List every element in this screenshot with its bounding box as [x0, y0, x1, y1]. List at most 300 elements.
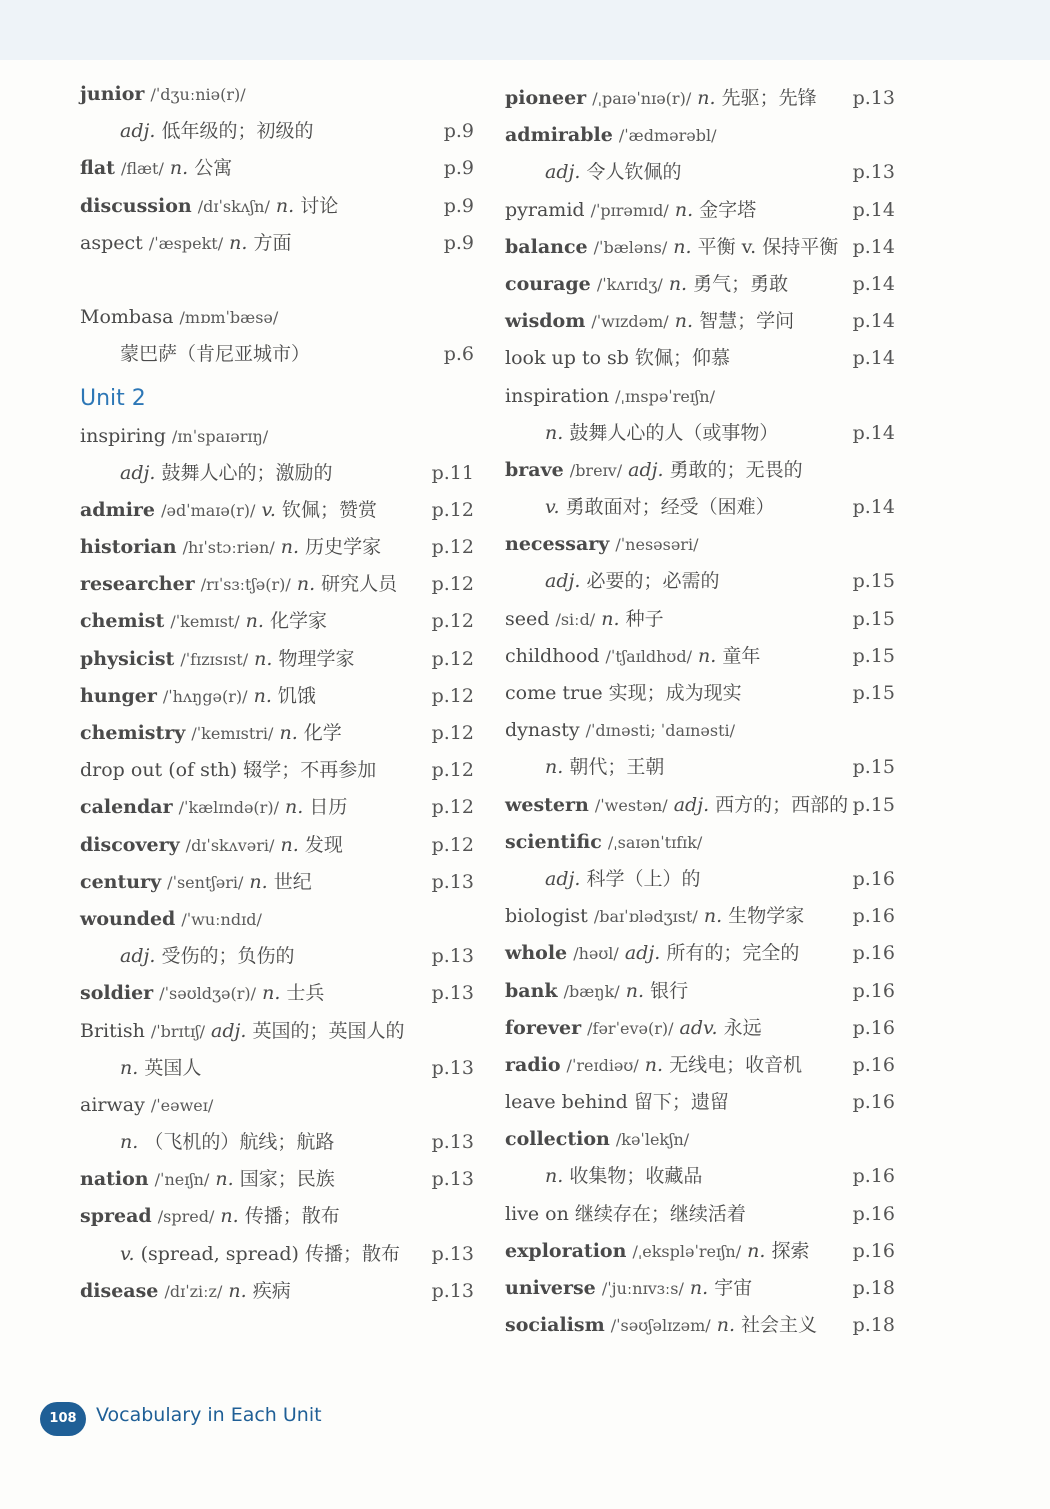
entry-text	[505, 347, 730, 369]
headword: look up to sb	[505, 347, 629, 370]
vocab-entry	[80, 418, 480, 455]
vocab-subline	[80, 1050, 480, 1087]
vocab-subline	[80, 455, 480, 492]
headword: flat	[80, 157, 115, 180]
part-of-speech: n.	[254, 647, 273, 670]
vocab-column-right	[505, 80, 905, 1344]
entry-text	[80, 945, 294, 967]
page-reference: p.13	[852, 87, 895, 109]
part-of-speech: n.	[215, 1168, 234, 1191]
definition: 实现；成为现实	[608, 682, 742, 704]
entry-text	[505, 422, 778, 444]
part-of-speech: v.	[120, 1242, 135, 1265]
vocab-entry	[80, 1013, 480, 1050]
page-reference: p.9	[443, 120, 474, 143]
page-reference: p.16	[852, 867, 895, 890]
page-reference: p.13	[431, 1131, 474, 1154]
definition: 物理学家	[278, 647, 355, 670]
page-reference: p.15	[852, 756, 895, 779]
entry-text	[80, 1020, 404, 1042]
phonetic: /ˌpaɪəˈnɪə(r)/	[592, 89, 692, 108]
page-reference: p.9	[443, 157, 474, 180]
definition: 方面	[253, 231, 292, 254]
vocab-entry	[505, 1233, 905, 1270]
entry-text	[80, 1280, 291, 1302]
headword: historian	[80, 536, 177, 559]
part-of-speech: n.	[689, 1277, 709, 1299]
page-reference: p.18	[852, 1277, 895, 1299]
part-of-speech: v.	[261, 498, 276, 521]
entry-text	[80, 232, 291, 254]
unit-heading-row	[80, 374, 480, 418]
part-of-speech: n.	[253, 684, 272, 707]
vocab-column-left	[80, 76, 480, 1310]
phonetic: /həʊl/	[573, 944, 619, 964]
vocab-entry	[505, 378, 905, 415]
vocab-entry	[80, 566, 480, 603]
definition: 钦佩；仰慕	[635, 347, 731, 370]
part-of-speech: n.	[625, 979, 645, 1002]
vocab-entry	[505, 340, 905, 377]
page-reference: p.12	[431, 833, 474, 856]
headword: pioneer	[505, 87, 587, 109]
page-reference: p.12	[431, 647, 474, 670]
vocab-entry	[505, 601, 905, 638]
headword: courage	[505, 272, 591, 295]
phonetic: /ˈhʌŋgə(r)/	[162, 686, 248, 706]
entry-text	[80, 1205, 340, 1227]
page-reference: p.9	[443, 194, 474, 217]
vocab-entry	[505, 712, 905, 749]
definition: 讨论	[300, 194, 339, 217]
definition: 探索	[771, 1239, 810, 1262]
vocab-entry	[505, 973, 905, 1010]
phonetic: /ədˈmaɪə(r)/	[161, 500, 256, 520]
entry-text	[80, 343, 310, 365]
part-of-speech: n.	[673, 235, 692, 258]
definition: 英国人	[144, 1056, 202, 1079]
vocab-entry	[80, 752, 480, 789]
headword: admirable	[505, 124, 613, 147]
phonetic: /ˈbrɪtɪʃ/	[150, 1021, 205, 1041]
page-reference: p.16	[852, 1091, 895, 1114]
definition: 种子	[625, 607, 664, 630]
entry-text	[505, 1017, 762, 1039]
part-of-speech: n.	[285, 796, 304, 819]
definition: 日历	[309, 796, 348, 819]
entry-text	[80, 1168, 335, 1190]
vocab-entry	[505, 1010, 905, 1047]
vocab-entry	[80, 1087, 480, 1124]
entry-text	[80, 610, 327, 632]
vocab-entry	[80, 789, 480, 826]
phonetic: /ˈsentʃəri/	[167, 872, 244, 892]
phonetic: /ˈwestən/	[594, 795, 668, 815]
vocab-entry	[80, 529, 480, 566]
part-of-speech: n.	[280, 833, 299, 856]
headword: inspiration	[505, 384, 610, 407]
phonetic: /spred/	[157, 1207, 215, 1227]
phonetic: /ˈpɪrəmɪd/	[590, 200, 669, 220]
vocab-subline	[505, 154, 905, 191]
page-reference: p.11	[431, 461, 474, 484]
part-of-speech: n.	[716, 1314, 735, 1337]
entry-text	[505, 1240, 810, 1262]
definition: 科学（上）的	[586, 867, 701, 890]
definition: 传播；散布	[244, 1205, 340, 1228]
entry-text	[505, 236, 838, 258]
vocab-entry	[505, 266, 905, 303]
entry-text	[505, 161, 681, 183]
headword: chemist	[80, 610, 165, 633]
page-reference: p.14	[852, 235, 895, 258]
vocab-subline	[505, 861, 905, 898]
definition: 勇敢面对；经受（困难）	[565, 496, 775, 519]
headword: hunger	[80, 684, 157, 707]
part-of-speech: n.	[280, 536, 300, 559]
definition: 社会主义	[741, 1314, 818, 1337]
part-of-speech: n.	[262, 982, 281, 1005]
definition: 国家；民族	[239, 1168, 335, 1191]
definition: (spread, spread) 传播；散布	[140, 1242, 400, 1265]
phonetic: /ˈtʃaɪldhʊd/	[605, 646, 692, 666]
vocab-entry	[505, 192, 905, 229]
entry-text	[80, 1057, 201, 1079]
headword: soldier	[80, 982, 154, 1005]
definition: 生物学家	[728, 905, 805, 928]
entry-text	[80, 573, 397, 595]
entry-text	[505, 608, 664, 630]
phonetic: /baɪˈɒlədʒɪst/	[593, 907, 698, 927]
part-of-speech: v.	[545, 496, 560, 519]
phonetic: /ˈreɪdiəʊ/	[566, 1055, 639, 1075]
definition: 智慧；学问	[699, 310, 795, 333]
vocab-entry	[505, 452, 905, 489]
entry-text	[505, 459, 803, 481]
part-of-speech: adj.	[120, 461, 156, 484]
vocab-entry	[505, 935, 905, 972]
vocab-subline	[80, 113, 480, 150]
headword: collection	[505, 1128, 610, 1151]
entry-text	[80, 195, 338, 217]
part-of-speech: n.	[674, 310, 694, 333]
definition: 令人钦佩的	[586, 161, 682, 184]
entry-text	[80, 1094, 213, 1116]
part-of-speech: n.	[228, 1279, 247, 1302]
entry-text	[505, 645, 760, 667]
headword: pyramid	[505, 198, 585, 221]
page-reference: p.13	[431, 1279, 474, 1302]
definition: 士兵	[286, 982, 325, 1005]
definition: 必要的；必需的	[586, 570, 720, 593]
part-of-speech: n.	[245, 610, 264, 633]
page-reference: p.12	[431, 536, 474, 559]
entry-text	[80, 834, 343, 856]
headword: forever	[505, 1016, 582, 1039]
vocab-entry	[505, 303, 905, 340]
part-of-speech: n.	[275, 194, 295, 217]
vocab-entry	[80, 76, 480, 113]
part-of-speech: adj.	[120, 120, 156, 143]
entry-text	[505, 942, 799, 964]
headword: whole	[505, 942, 568, 965]
entry-text	[505, 1165, 702, 1187]
definition: 蒙巴萨（肯尼亚城市）	[120, 343, 311, 366]
definition: 疾病	[252, 1279, 291, 1302]
phonetic: /ˈsəʊldʒə(r)/	[159, 984, 257, 1004]
headword: discussion	[80, 194, 192, 217]
part-of-speech: n.	[747, 1239, 766, 1262]
definition: 勇气；勇敢	[693, 272, 789, 295]
entry-text	[80, 306, 278, 328]
definition: 宇宙	[714, 1277, 753, 1299]
vocab-entry	[505, 526, 905, 563]
vocab-subline	[80, 1236, 480, 1273]
entry-text	[505, 385, 715, 407]
headword: seed	[505, 607, 550, 630]
vocab-subline	[505, 489, 905, 526]
headword: leave behind	[505, 1091, 628, 1114]
phonetic: /breɪv/	[569, 460, 623, 480]
entry-text	[80, 796, 347, 818]
phonetic: /siːd/	[555, 609, 596, 629]
headword: brave	[505, 458, 564, 481]
headword: British	[80, 1019, 145, 1042]
vocab-entry	[80, 1161, 480, 1198]
entry-text	[505, 87, 817, 109]
page-reference: p.16	[852, 1202, 895, 1225]
part-of-speech: n.	[220, 1205, 239, 1228]
definition: 收集物；收藏品	[569, 1165, 703, 1188]
page-reference: p.14	[852, 496, 895, 519]
vocab-entry	[80, 827, 480, 864]
headword: inspiring	[80, 424, 166, 447]
part-of-speech: n.	[697, 87, 716, 109]
definition: 无线电；收音机	[669, 1053, 803, 1076]
phonetic: /ˈkemɪstri/	[191, 724, 274, 743]
part-of-speech: adv.	[679, 1016, 718, 1039]
headword: wisdom	[505, 310, 586, 333]
vocab-entry	[505, 229, 905, 266]
definition: 发现	[304, 833, 343, 856]
vocab-entry	[505, 675, 905, 712]
entry-text	[505, 1054, 802, 1076]
page-reference: p.15	[852, 607, 895, 630]
definition: （飞机的）航线；航路	[144, 1131, 335, 1154]
unit-title: Unit 2	[80, 385, 146, 411]
entry-text	[505, 719, 735, 741]
definition: 英国的；英国人的	[252, 1019, 405, 1042]
page-reference: p.16	[852, 1016, 895, 1039]
phonetic: /ˈjuːnɪvɜːs/	[601, 1279, 684, 1298]
vocab-entry	[80, 299, 480, 336]
part-of-speech: n.	[120, 1131, 139, 1154]
entry-text	[505, 905, 804, 927]
vocab-entry	[505, 824, 905, 861]
definition: 永远	[723, 1016, 762, 1039]
phonetic: /hɪˈstɔːriən/	[182, 538, 275, 558]
phonetic: /ˈkʌrɪdʒ/	[596, 274, 663, 294]
phonetic: /fərˈevə(r)/	[587, 1018, 674, 1038]
headword: century	[80, 870, 162, 893]
entry-text	[505, 570, 719, 592]
part-of-speech: adj.	[624, 942, 661, 965]
entry-text	[505, 1203, 746, 1225]
headword: disease	[80, 1279, 159, 1302]
part-of-speech: n.	[249, 870, 268, 893]
vocab-subline	[80, 1124, 480, 1161]
headword: come true	[505, 682, 603, 704]
part-of-speech: n.	[169, 157, 189, 180]
page-reference: p.14	[852, 198, 895, 221]
headword: junior	[80, 83, 145, 105]
definition: 先驱；先锋	[721, 87, 817, 109]
headword: necessary	[505, 533, 610, 556]
definition: 化学	[303, 722, 342, 744]
entry-text	[80, 425, 268, 447]
page-reference: p.16	[852, 1053, 895, 1076]
part-of-speech: adj.	[628, 458, 664, 481]
entry-text	[80, 759, 376, 781]
page-reference: p.15	[852, 682, 895, 704]
vocab-subline	[505, 1158, 905, 1195]
page-reference: p.15	[852, 793, 895, 816]
phonetic: /dɪˈskʌvəri/	[185, 835, 275, 855]
entry-text	[80, 908, 262, 930]
headword: bank	[505, 979, 558, 1002]
definition: 饥饿	[277, 684, 316, 707]
vocab-entry	[505, 117, 905, 154]
page-reference: p.13	[431, 982, 474, 1005]
vocab-entry	[505, 1047, 905, 1084]
definition: 研究人员	[321, 573, 398, 596]
vocab-entry	[505, 1307, 905, 1344]
page-reference: p.12	[431, 610, 474, 633]
phonetic: /ˈsəʊʃəlɪzəm/	[610, 1316, 711, 1336]
vocab-entry	[80, 603, 480, 640]
vocab-entry	[80, 975, 480, 1012]
vocab-entry	[505, 638, 905, 675]
headword: chemistry	[80, 722, 186, 744]
page-reference: p.14	[852, 272, 895, 295]
phonetic: /bæŋk/	[563, 981, 620, 1001]
vocab-subline	[80, 938, 480, 975]
page-reference: p.16	[852, 1165, 895, 1188]
phonetic: /ˈdʒuːniə(r)/	[150, 85, 246, 104]
page-reference: p.12	[431, 796, 474, 819]
entry-text	[80, 648, 355, 670]
page-reference: p.16	[852, 905, 895, 928]
page-reference: p.13	[431, 1056, 474, 1079]
vocab-subline	[80, 336, 480, 373]
phonetic: /ˈfɪzɪsɪst/	[180, 649, 249, 669]
definition: 朝代；王朝	[569, 756, 665, 779]
page-reference: p.12	[431, 759, 474, 782]
entry-text	[80, 83, 246, 105]
headword: balance	[505, 235, 588, 258]
headword: nation	[80, 1168, 149, 1191]
vocab-entry	[80, 715, 480, 752]
page-reference: p.14	[852, 347, 895, 370]
part-of-speech: adj.	[120, 945, 156, 968]
entry-text	[505, 533, 698, 555]
headword: aspect	[80, 231, 143, 254]
headword: researcher	[80, 573, 195, 596]
phonetic: /ˈneɪʃn/	[154, 1170, 210, 1190]
phonetic: /ˈeəweɪ/	[150, 1095, 214, 1115]
definition: 世纪	[273, 870, 312, 893]
headword: spread	[80, 1205, 152, 1228]
part-of-speech: n.	[545, 756, 564, 779]
page-reference: p.13	[431, 870, 474, 893]
definition: 继续存在；继续活着	[574, 1202, 746, 1225]
part-of-speech: n.	[703, 905, 723, 928]
vocab-subline	[505, 749, 905, 786]
phonetic: /ˌsaɪənˈtɪfɪk/	[607, 832, 703, 852]
phonetic: /flæt/	[120, 159, 164, 179]
entry-text	[80, 1243, 400, 1265]
headword: calendar	[80, 796, 173, 819]
part-of-speech: adj.	[673, 793, 710, 816]
phonetic: /ˈnesəsəri/	[615, 535, 699, 555]
headword: universe	[505, 1277, 596, 1299]
phonetic: /ˈæspekt/	[148, 233, 224, 253]
entry-text	[505, 682, 742, 704]
spacer	[80, 262, 480, 299]
definition: 童年	[722, 644, 761, 667]
part-of-speech: adj.	[211, 1019, 247, 1042]
vocab-subline	[505, 415, 905, 452]
vocab-entry	[505, 1270, 905, 1307]
headword: admire	[80, 498, 156, 521]
vocab-entry	[80, 641, 480, 678]
part-of-speech: n.	[674, 198, 694, 221]
entry-text	[80, 157, 232, 179]
definition: 低年级的；初级的	[161, 120, 314, 143]
top-band	[0, 0, 1050, 60]
entry-text	[505, 1314, 817, 1336]
vocab-entry	[80, 864, 480, 901]
vocab-entry	[505, 898, 905, 935]
part-of-speech: n.	[644, 1053, 664, 1076]
headword: western	[505, 793, 589, 816]
page-reference: p.14	[852, 310, 895, 333]
phonetic: /ˈwɪzdəm/	[591, 312, 669, 332]
vocab-entry	[80, 188, 480, 225]
definition: 化学家	[269, 610, 327, 633]
phonetic: /ˈkemɪst/	[170, 612, 240, 632]
phonetic: /ˌɪnspəˈreɪʃn/	[615, 386, 715, 406]
definition: 所有的；完全的	[666, 942, 800, 965]
part-of-speech: adj.	[545, 867, 581, 890]
vocab-entry	[505, 787, 905, 824]
headword: radio	[505, 1053, 561, 1076]
headword: physicist	[80, 647, 175, 670]
definition: 辍学；不再参加	[243, 759, 377, 782]
vocab-entry	[505, 1121, 905, 1158]
part-of-speech: n.	[668, 272, 688, 295]
entry-text	[80, 871, 312, 893]
definition: 鼓舞人心的；激励的	[161, 461, 333, 484]
entry-text	[505, 1091, 729, 1113]
headword: exploration	[505, 1239, 627, 1262]
page-reference: p.12	[431, 498, 474, 521]
entry-text	[80, 462, 332, 484]
entry-text	[505, 199, 756, 221]
entry-text	[505, 1277, 752, 1299]
definition: 银行	[650, 979, 689, 1002]
entry-text	[80, 536, 381, 558]
